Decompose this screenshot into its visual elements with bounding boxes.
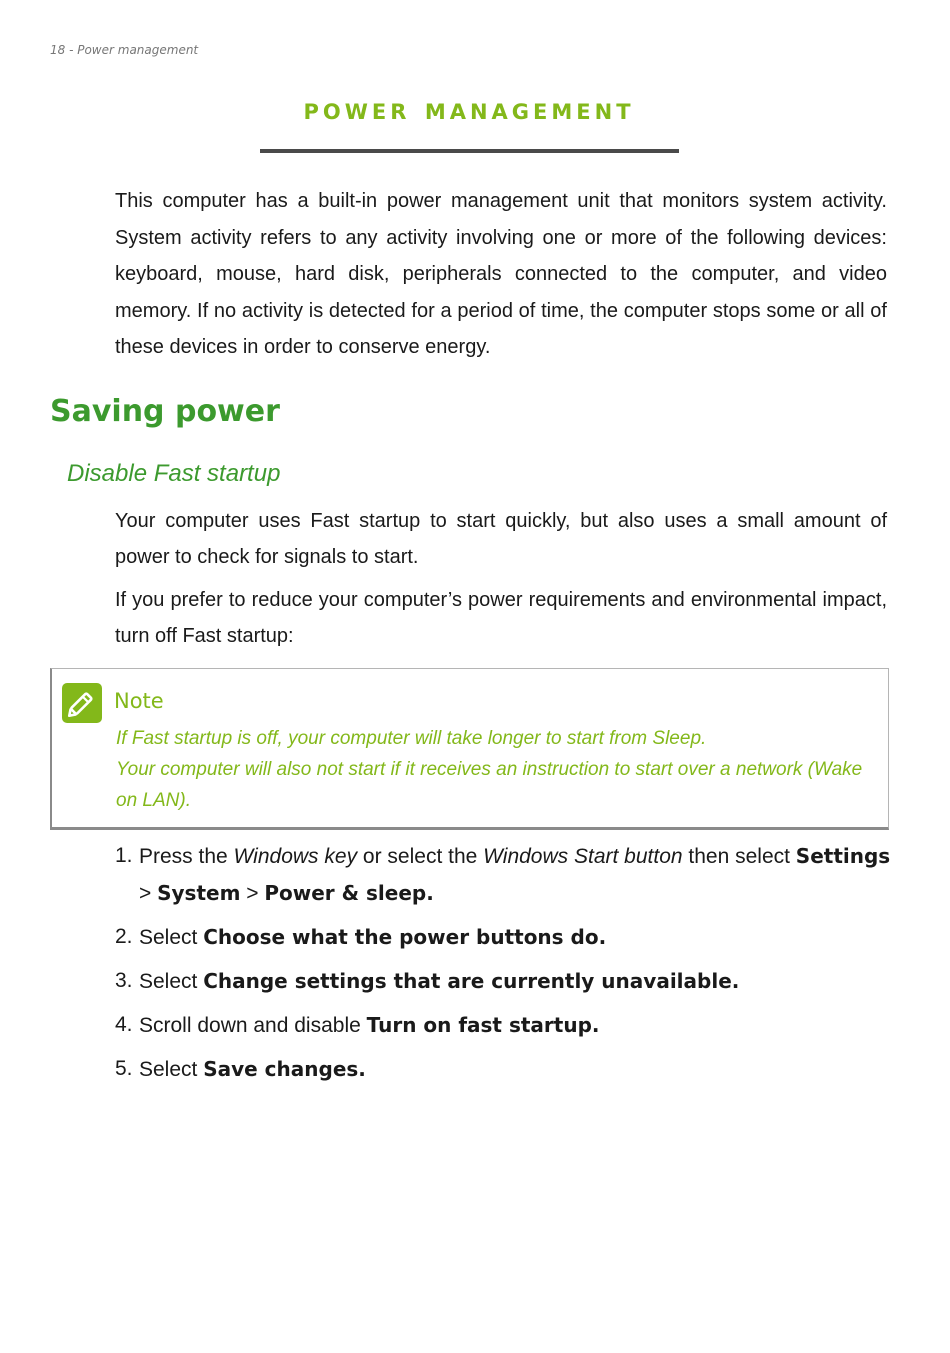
step-number: 3.: [115, 969, 133, 992]
section-heading: Saving power: [50, 394, 280, 429]
subsection-heading: Disable Fast startup: [67, 460, 281, 487]
step-text: >: [139, 882, 158, 905]
paragraph-fast-startup: Your computer uses Fast startup to start quickly, but also uses a small amount of power to check for signals to start.: [115, 510, 887, 568]
step-text: or select the: [357, 845, 484, 868]
step-strong: Turn on fast startup.: [366, 1013, 600, 1037]
step-strong: Change settings that are currently unavailable.: [203, 969, 740, 993]
list-item: [115, 1007, 895, 1044]
step-text: Press the: [139, 845, 234, 868]
note-line: Your computer will also not start if it receives an instruction to start over a network (Wake on LAN).: [116, 759, 863, 811]
step-emphasis: Windows key: [233, 845, 358, 868]
step-strong: Save changes.: [203, 1057, 366, 1081]
step-number: 4.: [115, 1013, 133, 1036]
step-number: 1.: [115, 844, 133, 867]
paragraph-reduce-power: If you prefer to reduce your computer’s power requirements and environmental impact, turn off Fast startup:: [115, 589, 887, 647]
page-title: power management: [303, 92, 635, 127]
list-item: [115, 963, 895, 1000]
list-item: [115, 919, 895, 956]
steps-list: [115, 838, 895, 1095]
list-item: [115, 838, 895, 912]
step-emphasis: Windows Start button: [483, 845, 683, 868]
step-text: Select: [139, 970, 204, 993]
running-header: 18 - Power management: [50, 43, 199, 57]
pencil-icon: [62, 683, 102, 723]
step-strong: System: [157, 881, 241, 905]
note-label: Note: [114, 689, 164, 713]
step-strong: Settings: [795, 844, 891, 868]
step-text: Select: [139, 926, 204, 949]
note-box: [50, 668, 889, 830]
step-text: Select: [139, 1058, 204, 1081]
step-number: 2.: [115, 925, 133, 948]
note-line: If Fast startup is off, your computer will take longer to start from Sleep.: [116, 728, 707, 749]
step-text: Scroll down and disable: [139, 1014, 367, 1037]
step-text: >: [240, 882, 265, 905]
step-strong: Power & sleep.: [264, 881, 434, 905]
intro-paragraph: This computer has a built-in power management unit that monitors system activity. System activity refers to any activity involving one or more of the following devices: keyboard, mouse, hard disk, peripherals connected to the computer, and video memory. If no activity is detected for a period of time, the computer stops some or all of these devices in order to conserve energy.: [115, 190, 887, 358]
step-strong: Choose what the power buttons do.: [203, 925, 607, 949]
title-underline: [260, 149, 679, 153]
step-text: then select: [682, 845, 796, 868]
list-item: [115, 1051, 895, 1088]
step-number: 5.: [115, 1057, 133, 1080]
